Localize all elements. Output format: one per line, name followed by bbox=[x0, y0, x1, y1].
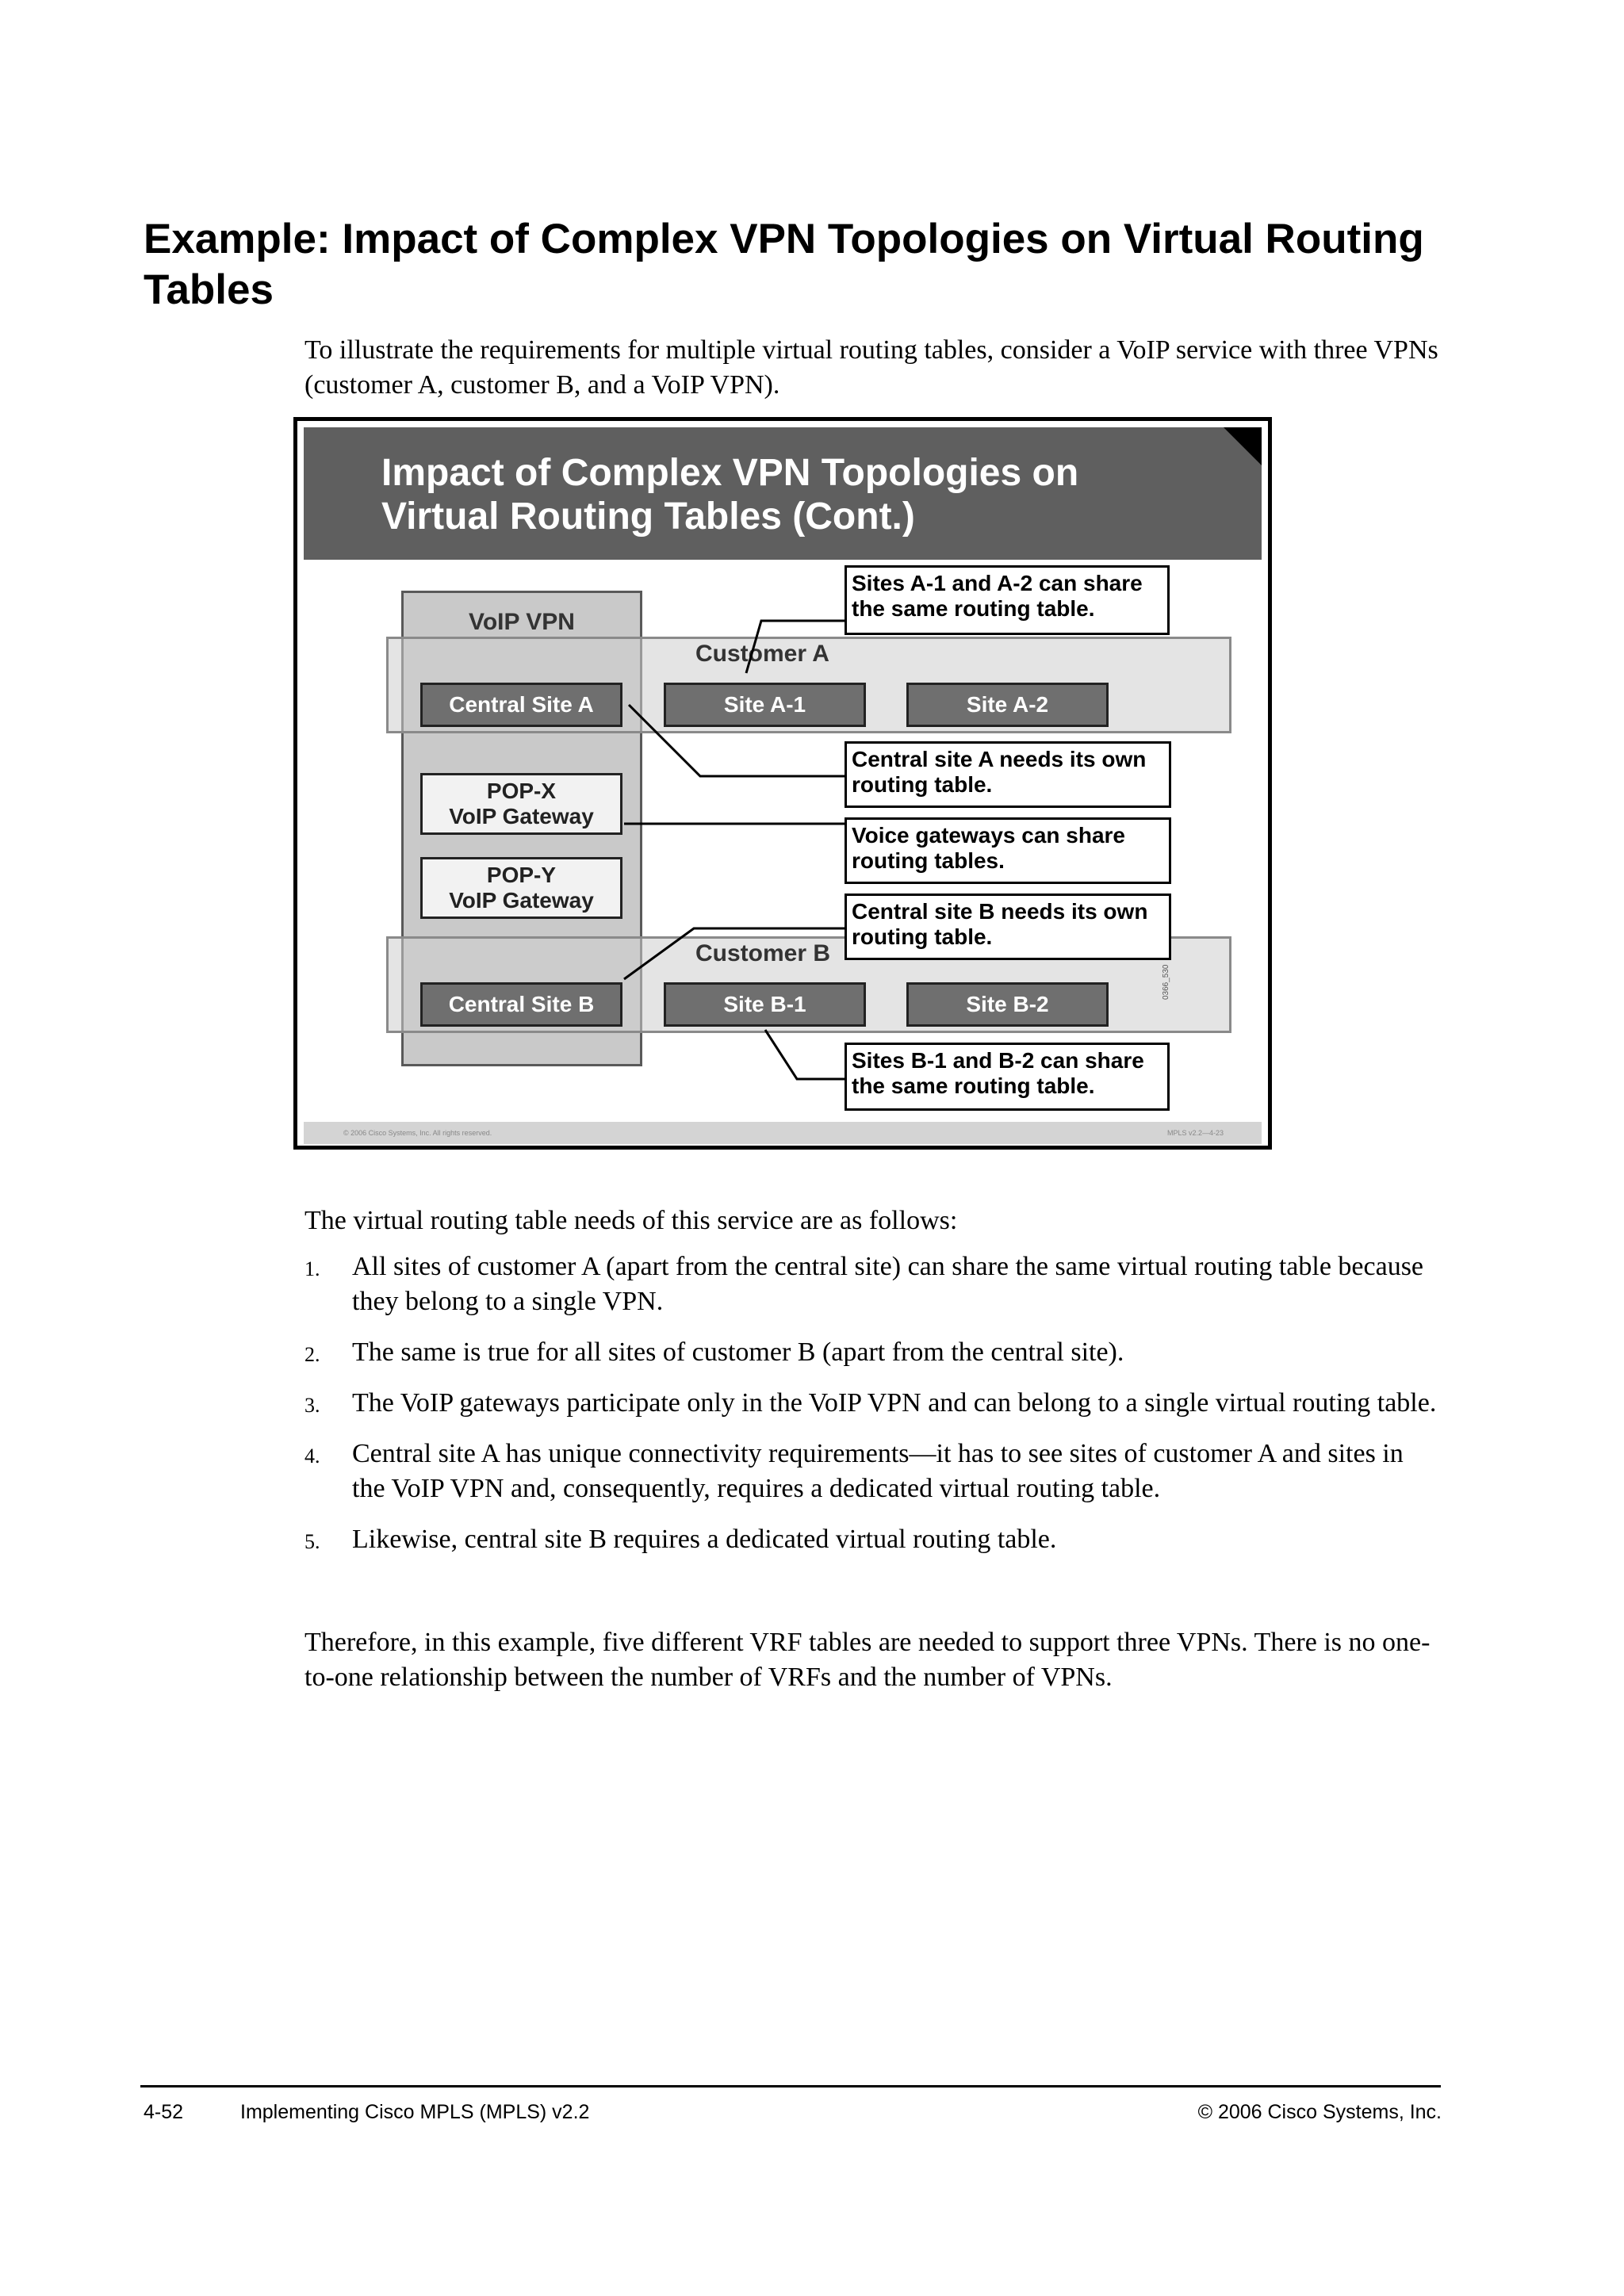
callout-central-b-text: Central site B needs its own routing table. bbox=[852, 899, 1148, 949]
slide-footer-copyright: © 2006 Cisco Systems, Inc. All rights reserved. bbox=[343, 1129, 492, 1137]
customer-a-label: Customer A bbox=[695, 641, 829, 667]
pop-y-line2: VoIP Gateway bbox=[449, 888, 594, 913]
slide-watermark-id: 0366_530 bbox=[1162, 964, 1170, 1000]
slide-figure bbox=[293, 417, 1272, 1150]
site-a1-label: Site A-1 bbox=[723, 692, 806, 717]
list-item-text: All sites of customer A (apart from the central site) can share the same virtual routing table because they belong to a single VPN. bbox=[352, 1252, 1424, 1316]
callout-a-sites bbox=[845, 565, 1170, 635]
list-item-text: The same is true for all sites of customer B (apart from the central site). bbox=[352, 1337, 1124, 1367]
page-heading: Example: Impact of Complex VPN Topologies on Virtual Routing Tables bbox=[144, 216, 1424, 313]
connector-central-a bbox=[629, 705, 845, 776]
connector-a-sites bbox=[746, 621, 845, 673]
central-site-a-label: Central Site A bbox=[449, 692, 594, 717]
connector-b-sites bbox=[765, 1030, 845, 1079]
list-item-number: 5. bbox=[304, 1530, 320, 1553]
callout-central-a bbox=[845, 741, 1171, 808]
list-item-text: Likewise, central site B requires a dedicated virtual routing table. bbox=[352, 1525, 1057, 1554]
list-item-text: Central site A has unique connectivity requirements—it has to see sites of customer A and sites in the VoIP VPN and, consequently, requires a dedicated virtual routing table. bbox=[352, 1439, 1404, 1503]
list-item bbox=[304, 1522, 1438, 1557]
conclusion-paragraph: Therefore, in this example, five different VRF tables are needed to support three VPNs. There is no one-to-one relationship between the number of VRFs and the number of VPNs. bbox=[304, 1628, 1431, 1692]
pop-x-line1: POP-X bbox=[486, 779, 557, 803]
slide-title: Impact of Complex VPN Topologies on Virtual Routing Tables (Cont.) bbox=[381, 452, 1079, 538]
footer-copyright: © 2006 Cisco Systems, Inc. bbox=[1197, 2101, 1442, 2123]
slide-footer-version: MPLS v2.2—4-23 bbox=[1166, 1129, 1224, 1137]
list-item bbox=[304, 1386, 1438, 1421]
list-item bbox=[304, 1249, 1438, 1319]
pop-x-line2: VoIP Gateway bbox=[449, 804, 594, 828]
site-b1-label: Site B-1 bbox=[723, 992, 806, 1016]
footer-page-number: 4-52 bbox=[144, 2101, 184, 2123]
list-item-number: 1. bbox=[304, 1257, 320, 1280]
callout-b-sites-text: Sites B-1 and B-2 can share the same routing table. bbox=[852, 1048, 1144, 1098]
pop-y-line1: POP-Y bbox=[486, 863, 557, 887]
callout-gateways-text: Voice gateways can share routing tables. bbox=[852, 823, 1125, 873]
callout-central-a-text: Central site A needs its own routing table. bbox=[852, 747, 1147, 797]
callout-gateways bbox=[845, 817, 1171, 884]
list-item-number: 2. bbox=[304, 1343, 320, 1366]
central-site-b-label: Central Site B bbox=[448, 992, 595, 1016]
footer-course-title: Implementing Cisco MPLS (MPLS) v2.2 bbox=[240, 2101, 590, 2123]
list-item-text: The VoIP gateways participate only in the VoIP VPN and can belong to a single virtual routing table. bbox=[352, 1388, 1437, 1418]
site-a2-label: Site A-2 bbox=[966, 692, 1049, 717]
list-item-number: 4. bbox=[304, 1445, 320, 1468]
voip-vpn-label: VoIP VPN bbox=[469, 609, 575, 635]
callout-central-b bbox=[845, 894, 1171, 960]
callout-a-sites-text: Sites A-1 and A-2 can share the same routing table. bbox=[852, 571, 1143, 621]
customer-b-label: Customer B bbox=[695, 940, 831, 966]
needs-intro-paragraph: The virtual routing table needs of this service are as follows: bbox=[304, 1206, 958, 1235]
list-item bbox=[304, 1437, 1438, 1506]
list-item-number: 3. bbox=[304, 1394, 320, 1417]
list-item bbox=[304, 1335, 1438, 1370]
slide-footer bbox=[304, 1122, 1262, 1144]
needs-list bbox=[304, 1249, 1438, 1573]
footer-divider bbox=[140, 2085, 1441, 2087]
site-b2-label: Site B-2 bbox=[966, 992, 1049, 1016]
callout-b-sites bbox=[845, 1043, 1170, 1111]
intro-paragraph: To illustrate the requirements for multiple virtual routing tables, consider a VoIP service with three VPNs (customer A, customer B, and a VoIP VPN). bbox=[304, 335, 1438, 400]
connector-central-b bbox=[624, 928, 845, 979]
